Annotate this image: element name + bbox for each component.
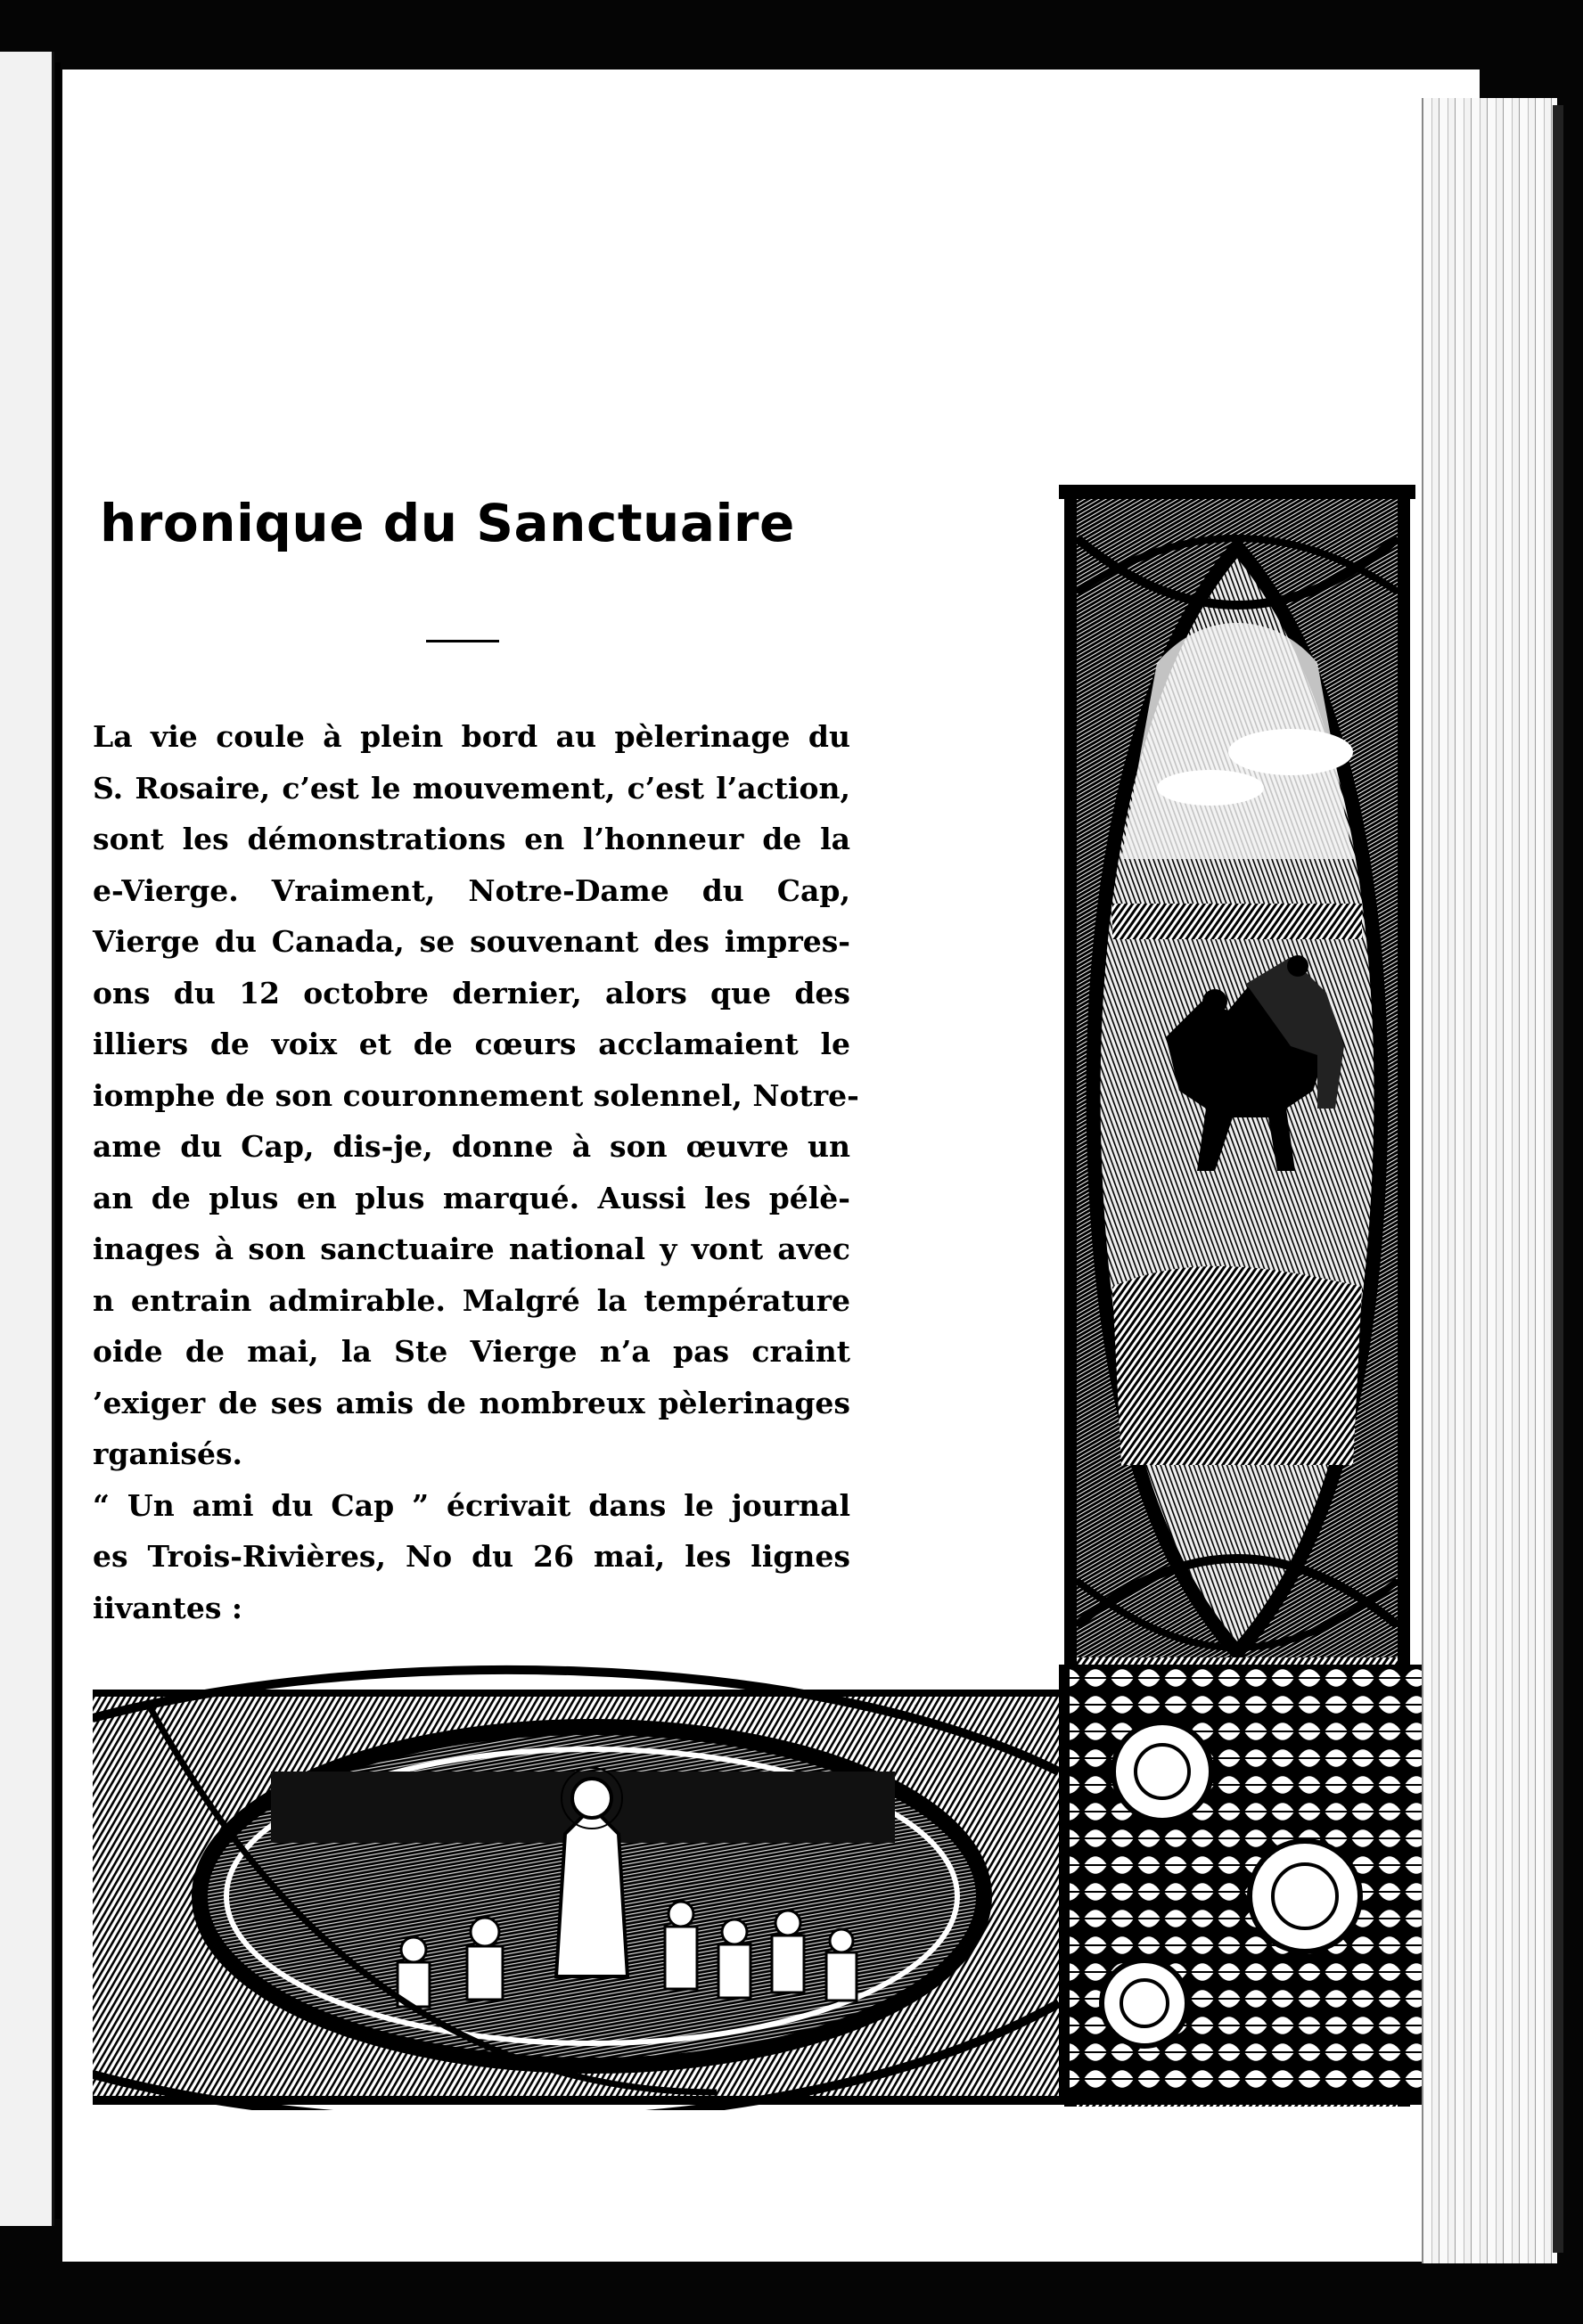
text-line: n entrain admirable. Malgré la température — [93, 1282, 850, 1318]
page-stack-edge — [1422, 98, 1557, 2263]
apparition-engraving — [93, 1665, 1430, 2110]
text-line: ons du 12 octobre dernier, alors que des — [93, 975, 850, 1011]
text-line: iomphe de son couronnement solennel, Notre- — [93, 1077, 859, 1113]
text-line: ame du Cap, dis-je, donne à son œuvre un — [93, 1129, 850, 1164]
text-line: La vie coule à plein bord au pèlerinage du — [93, 719, 850, 754]
gutter-shadow — [55, 62, 61, 2219]
text-line: es Trois-Rivières, No du 26 mai, les lignes — [93, 1539, 850, 1574]
text-line: ’exiger de ses amis de nombreux pèlerinages — [93, 1385, 850, 1420]
text-line: Vierge du Canada, se souvenant des impres- — [93, 924, 850, 959]
article-body — [93, 711, 859, 1633]
text-line: e-Vierge. Vraiment, Notre-Dame du Cap, — [93, 872, 850, 908]
text-line: oide de mai, la Ste Vierge n’a pas craint — [93, 1334, 850, 1369]
text-line: S. Rosaire, c’est le mouvement, c’est l’action, — [93, 770, 850, 806]
text-line: inages à son sanctuaire national y vont avec — [93, 1232, 850, 1266]
book-page — [62, 70, 1480, 2262]
text-line: rganisés. — [93, 1436, 243, 1471]
text-line: an de plus en plus marqué. Aussi les pélè- — [93, 1180, 850, 1215]
text-line: “ Un ami du Cap ” écrivait dans le journal — [93, 1487, 850, 1523]
text-line: sont les démonstrations en l’honneur de la — [93, 822, 850, 856]
text-line: illiers de voix et de cœurs acclamaient le — [93, 1027, 850, 1061]
page-title: hronique du Sanctuaire — [100, 493, 795, 553]
text-line: iivantes : — [93, 1590, 243, 1625]
title-rule — [426, 640, 499, 642]
page-stack-shadow — [1553, 105, 1563, 2253]
facing-page-edge — [0, 52, 54, 2226]
